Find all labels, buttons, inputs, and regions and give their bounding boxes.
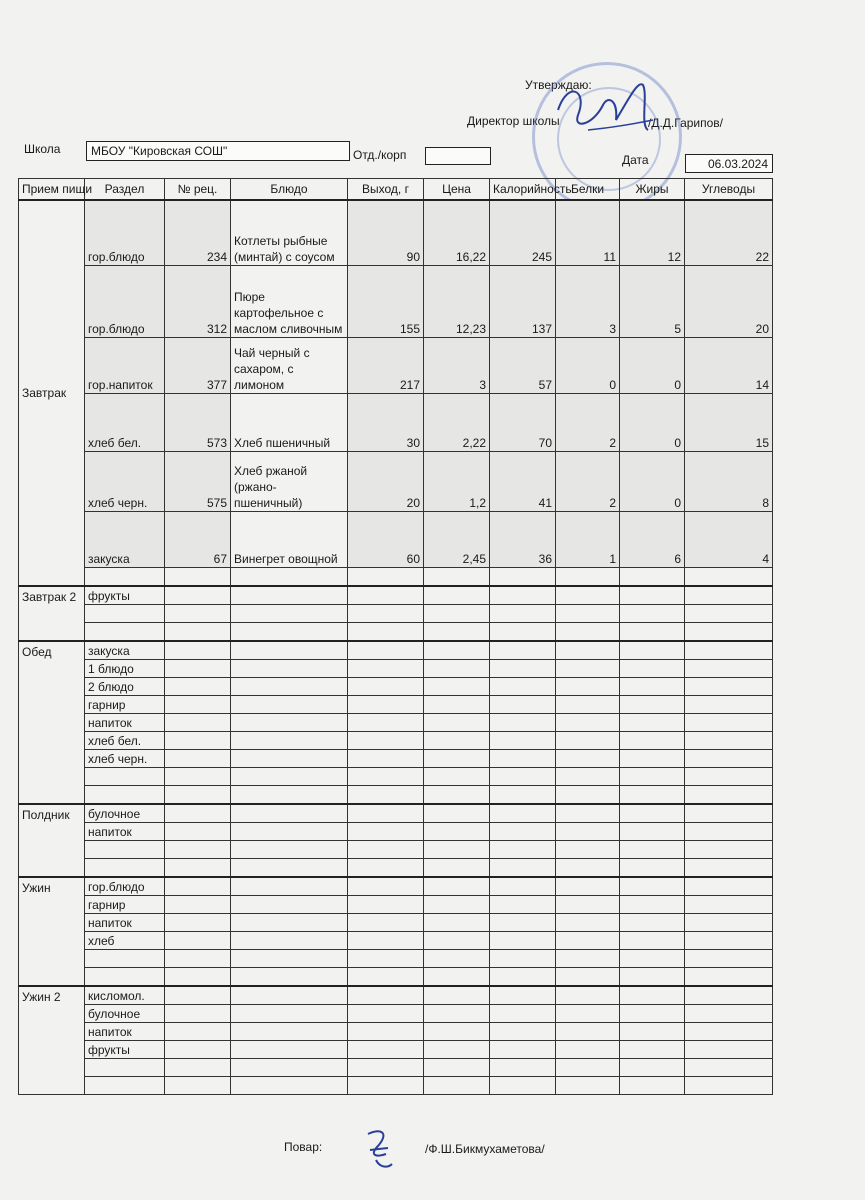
cell-yield: 217 (348, 337, 424, 393)
director-label: Директор школы (467, 114, 560, 128)
cell-protein: 11 (556, 200, 620, 265)
date-label: Дата (622, 153, 649, 167)
cook-signature (360, 1124, 400, 1174)
table-row (19, 931, 773, 949)
col-header: Калорийность (490, 179, 556, 201)
cell-section: напиток (85, 913, 165, 931)
cell-price: 16,22 (424, 200, 490, 265)
meal-name: Завтрак 2 (19, 586, 85, 641)
table-row (19, 622, 773, 641)
cell-price: 2,45 (424, 511, 490, 567)
table-row (19, 265, 773, 337)
menu-table (18, 178, 773, 1095)
cell-price: 12,23 (424, 265, 490, 337)
table-row (19, 949, 773, 967)
school-field[interactable] (86, 141, 350, 161)
cell-recipe: 234 (165, 200, 231, 265)
col-header: Жиры (620, 179, 685, 201)
cell-fat: 0 (620, 393, 685, 451)
col-header: Раздел (85, 179, 165, 201)
cell-recipe: 67 (165, 511, 231, 567)
date-field[interactable] (685, 154, 773, 173)
table-row (19, 767, 773, 785)
cell-carbs: 4 (685, 511, 773, 567)
meal-name: Ужин (19, 877, 85, 986)
cell-recipe: 312 (165, 265, 231, 337)
cell-section: напиток (85, 1022, 165, 1040)
school-value: МБОУ "Кировская СОШ" (91, 144, 228, 158)
table-row (19, 511, 773, 567)
school-label: Школа (24, 142, 61, 156)
cell-section: хлеб черн. (85, 749, 165, 767)
cell-section: 1 блюдо (85, 659, 165, 677)
col-header: Выход, г (348, 179, 424, 201)
table-row (19, 200, 773, 265)
table-row (19, 567, 773, 586)
table-row (19, 785, 773, 804)
cell-carbs: 22 (685, 200, 773, 265)
date-value: 06.03.2024 (707, 157, 768, 171)
table-row (19, 586, 773, 605)
col-header: Прием пищи (19, 179, 85, 201)
cell-dish: Котлеты рыбные (минтай) с соусом (231, 200, 348, 265)
cook-name: /Ф.Ш.Бикмухаметова/ (425, 1142, 545, 1156)
cell-yield: 60 (348, 511, 424, 567)
table-row (19, 858, 773, 877)
table-row (19, 986, 773, 1005)
cell-fat: 12 (620, 200, 685, 265)
cell-carbs: 8 (685, 451, 773, 511)
cell-section: кисломол. (85, 986, 165, 1005)
cell-section: хлеб бел. (85, 731, 165, 749)
cell-recipe: 377 (165, 337, 231, 393)
table-row (19, 713, 773, 731)
table-row (19, 677, 773, 695)
table-row (19, 659, 773, 677)
dept-label: Отд./корп (353, 148, 407, 162)
cell-price: 2,22 (424, 393, 490, 451)
table-row (19, 1076, 773, 1094)
cell-fat: 0 (620, 451, 685, 511)
cell-section: гор.блюдо (85, 265, 165, 337)
cell-section: хлеб бел. (85, 393, 165, 451)
cell-yield: 90 (348, 200, 424, 265)
table-row (19, 1022, 773, 1040)
meal-name: Обед (19, 641, 85, 804)
cell-section: гор.блюдо (85, 200, 165, 265)
cell-section: булочное (85, 804, 165, 823)
table-row (19, 749, 773, 767)
table-row (19, 393, 773, 451)
col-header: Углеводы (685, 179, 773, 201)
cell-section: булочное (85, 1004, 165, 1022)
table-row (19, 695, 773, 713)
cell-price: 1,2 (424, 451, 490, 511)
col-header: Белки (556, 179, 620, 201)
cell-kcal: 36 (490, 511, 556, 567)
col-header: № рец. (165, 179, 231, 201)
meal-name: Завтрак (19, 200, 85, 586)
cell-yield: 155 (348, 265, 424, 337)
table-row (19, 604, 773, 622)
table-row (19, 840, 773, 858)
table-row (19, 967, 773, 986)
approve-label: Утверждаю: (525, 78, 592, 92)
cell-section: хлеб (85, 931, 165, 949)
cell-section: гор.блюдо (85, 877, 165, 896)
cell-section: фрукты (85, 1040, 165, 1058)
table-header-row (19, 179, 773, 201)
cook-label: Повар: (284, 1140, 323, 1154)
cell-dish: Чай черный с сахаром, с лимоном (231, 337, 348, 393)
col-header: Цена (424, 179, 490, 201)
director-name: /Д.Д.Гарипов/ (648, 116, 724, 130)
cell-section: гарнир (85, 695, 165, 713)
table-row (19, 1004, 773, 1022)
table-row (19, 913, 773, 931)
director-signature (548, 70, 668, 150)
dept-field[interactable] (425, 147, 491, 165)
cell-carbs: 15 (685, 393, 773, 451)
cell-section: гарнир (85, 895, 165, 913)
cell-kcal: 41 (490, 451, 556, 511)
table-row (19, 641, 773, 660)
cell-protein: 2 (556, 451, 620, 511)
col-header: Блюдо (231, 179, 348, 201)
table-row (19, 337, 773, 393)
cell-fat: 5 (620, 265, 685, 337)
cell-carbs: 20 (685, 265, 773, 337)
table-row (19, 731, 773, 749)
cell-carbs: 14 (685, 337, 773, 393)
table-row (19, 1040, 773, 1058)
cell-section: закуска (85, 641, 165, 660)
cell-section: закуска (85, 511, 165, 567)
cell-fat: 6 (620, 511, 685, 567)
table-row (19, 804, 773, 823)
meal-name: Ужин 2 (19, 986, 85, 1095)
cell-section: гор.напиток (85, 337, 165, 393)
cell-kcal: 245 (490, 200, 556, 265)
cell-recipe: 575 (165, 451, 231, 511)
cell-kcal: 57 (490, 337, 556, 393)
cell-dish: Хлеб ржаной (ржано-пшеничный) (231, 451, 348, 511)
cell-section: 2 блюдо (85, 677, 165, 695)
cell-recipe: 573 (165, 393, 231, 451)
cell-yield: 20 (348, 451, 424, 511)
table-row (19, 822, 773, 840)
cell-section: фрукты (85, 586, 165, 605)
cell-dish: Винегрет овощной (231, 511, 348, 567)
cell-yield: 30 (348, 393, 424, 451)
table-row (19, 451, 773, 511)
cell-fat: 0 (620, 337, 685, 393)
cell-dish: Хлеб пшеничный (231, 393, 348, 451)
cell-price: 3 (424, 337, 490, 393)
cell-protein: 3 (556, 265, 620, 337)
cell-protein: 0 (556, 337, 620, 393)
cell-section: напиток (85, 822, 165, 840)
table-row (19, 895, 773, 913)
meal-name: Полдник (19, 804, 85, 877)
table-row (19, 877, 773, 896)
table-row (19, 1058, 773, 1076)
cell-kcal: 137 (490, 265, 556, 337)
cell-dish: Пюре картофельное с маслом сливочным (231, 265, 348, 337)
cell-protein: 1 (556, 511, 620, 567)
cell-section: хлеб черн. (85, 451, 165, 511)
cell-kcal: 70 (490, 393, 556, 451)
cell-section: напиток (85, 713, 165, 731)
cell-protein: 2 (556, 393, 620, 451)
